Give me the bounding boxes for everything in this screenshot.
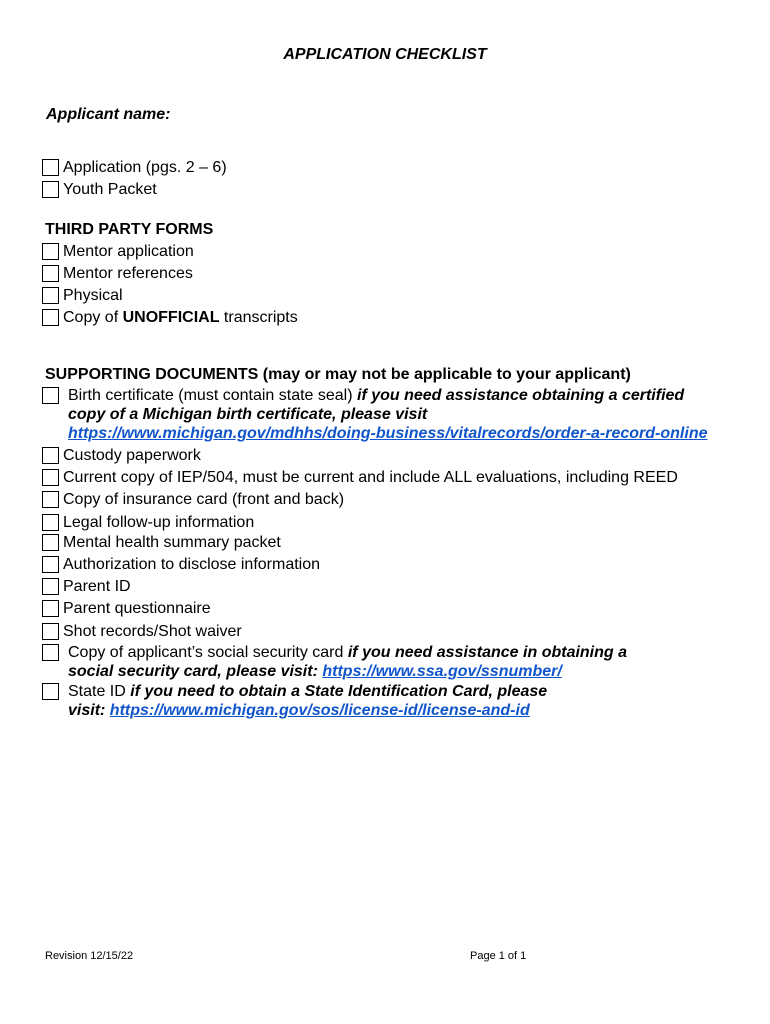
checklist-item-social-security bbox=[42, 643, 627, 681]
checkbox[interactable] bbox=[42, 265, 59, 282]
item-label: Mentor references bbox=[63, 265, 193, 282]
checkbox[interactable] bbox=[42, 159, 59, 176]
page-title: APPLICATION CHECKLIST bbox=[283, 46, 487, 63]
ssa-link[interactable]: https://www.ssa.gov/ssnumber/ bbox=[322, 663, 562, 680]
item-label: Application (pgs. 2 – 6) bbox=[63, 159, 227, 176]
checklist-item-shot-records bbox=[42, 622, 242, 641]
third-party-heading: THIRD PARTY FORMS bbox=[45, 221, 214, 238]
item-label: Custody paperwork bbox=[63, 447, 201, 464]
checklist-item-application bbox=[42, 158, 227, 177]
checklist-item-mental-health bbox=[42, 533, 281, 552]
checklist-item-insurance-card bbox=[42, 490, 344, 509]
applicant-name-label: Applicant name: bbox=[46, 106, 171, 123]
checklist-item-parent-id bbox=[42, 577, 131, 596]
item-label: Legal follow-up information bbox=[63, 514, 255, 531]
checkbox[interactable] bbox=[42, 447, 59, 464]
checklist-item-legal-follow-up bbox=[42, 513, 254, 532]
item-label: Birth certificate (must contain state seal) if you need assistance obtaining a certified copy of a Michigan birth certificate, please visit https://www.michigan.gov/mdhhs/doing-business/vitalrecords/order-a-record-online bbox=[68, 387, 708, 442]
revision-footer: Revision 12/15/22 bbox=[45, 950, 134, 962]
checklist-item-parent-questionnaire bbox=[42, 599, 211, 618]
item-label: Authorization to disclose information bbox=[63, 556, 321, 573]
checklist-item-youth-packet bbox=[42, 180, 157, 199]
checklist-item-mentor-references bbox=[42, 264, 193, 283]
checklist-item-authorization bbox=[42, 555, 320, 574]
item-label: Copy of UNOFFICIAL transcripts bbox=[63, 309, 298, 326]
checkbox[interactable] bbox=[42, 469, 59, 486]
birth-certificate-link[interactable]: https://www.michigan.gov/mdhhs/doing-business/vitalrecords/order-a-record-online bbox=[68, 425, 708, 442]
checklist-item-state-id bbox=[42, 682, 547, 720]
state-id-link[interactable]: https://www.michigan.gov/sos/license-id/license-and-id bbox=[109, 702, 530, 719]
checkbox[interactable] bbox=[42, 181, 59, 198]
supporting-documents-heading: SUPPORTING DOCUMENTS (may or may not be applicable to your applicant) bbox=[45, 366, 631, 383]
item-label: Youth Packet bbox=[63, 181, 157, 198]
item-label: Physical bbox=[63, 287, 123, 304]
checkbox[interactable] bbox=[42, 623, 59, 640]
checkbox[interactable] bbox=[42, 534, 59, 551]
checkbox[interactable] bbox=[42, 683, 59, 700]
item-label: Mental health summary packet bbox=[63, 534, 281, 551]
checkbox[interactable] bbox=[42, 309, 59, 326]
checkbox[interactable] bbox=[42, 387, 59, 404]
checklist-item-mentor-application bbox=[42, 242, 194, 261]
item-label: Current copy of IEP/504, must be current and include ALL evaluations, including REED bbox=[63, 469, 678, 486]
checklist-item-custody bbox=[42, 446, 201, 465]
checkbox[interactable] bbox=[42, 491, 59, 508]
item-label: Copy of insurance card (front and back) bbox=[63, 491, 345, 508]
checklist-item-physical bbox=[42, 286, 123, 305]
checklist-item-iep bbox=[42, 468, 678, 487]
item-label: Parent ID bbox=[63, 578, 131, 595]
checkbox[interactable] bbox=[42, 287, 59, 304]
checkbox[interactable] bbox=[42, 600, 59, 617]
checklist-item-transcripts bbox=[42, 308, 298, 327]
checkbox[interactable] bbox=[42, 243, 59, 260]
item-label: Copy of applicant’s social security card if you need assistance in obtaining a social security card, please visit: https://www.ssa.gov/ssnumber/ bbox=[68, 644, 628, 680]
item-label: Shot records/Shot waiver bbox=[63, 623, 242, 640]
checkbox[interactable] bbox=[42, 556, 59, 573]
item-label: Mentor application bbox=[63, 243, 194, 260]
item-label: State ID if you need to obtain a State Identification Card, please visit: https://www.michigan.gov/sos/license-id/license-and-id bbox=[68, 683, 548, 719]
checkbox[interactable] bbox=[42, 578, 59, 595]
checkbox[interactable] bbox=[42, 644, 59, 661]
checklist-item-birth-certificate bbox=[42, 386, 707, 443]
checkbox[interactable] bbox=[42, 514, 59, 531]
page-number-footer: Page 1 of 1 bbox=[470, 950, 527, 962]
item-label: Parent questionnaire bbox=[63, 600, 211, 617]
